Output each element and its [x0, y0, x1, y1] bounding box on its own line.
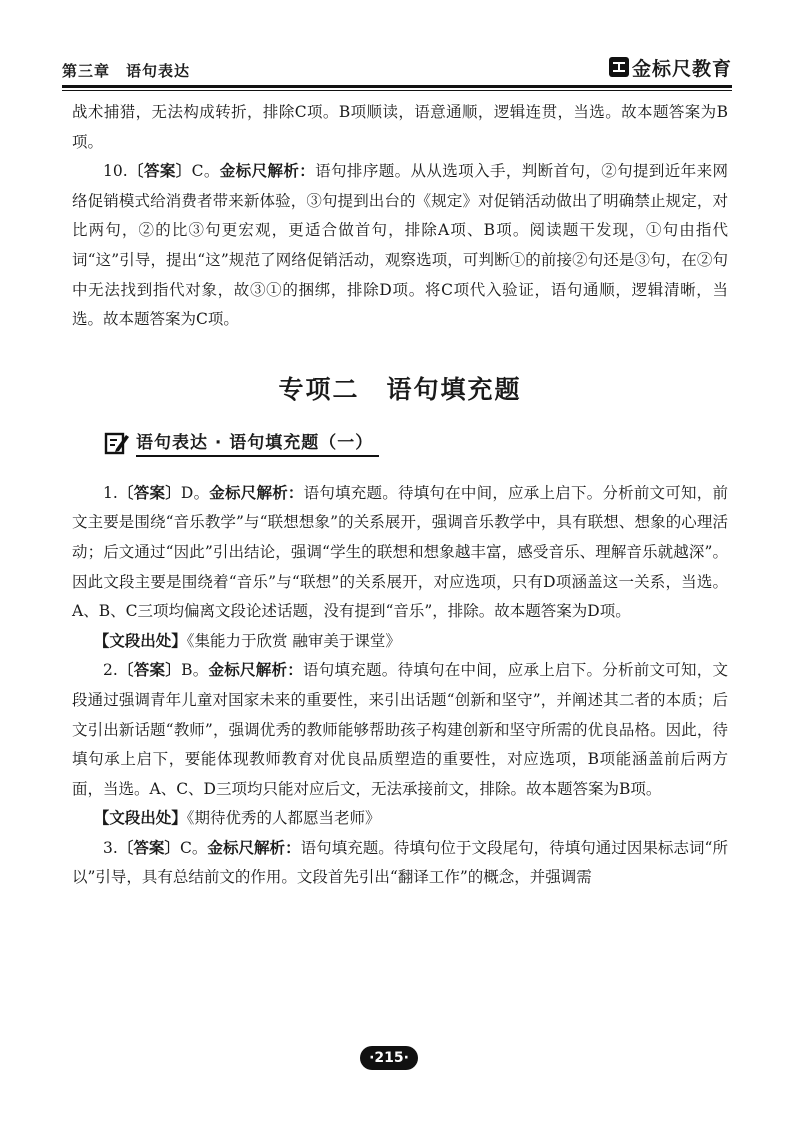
brand-logo-icon [609, 57, 629, 77]
page-header [62, 52, 732, 86]
analysis-label: 金标尺解析： [207, 838, 301, 857]
brand [609, 54, 732, 80]
page-number: ·215· [360, 1046, 418, 1070]
answer-label: 〔答案〕 [117, 838, 180, 857]
analysis-label: 金标尺解析： [208, 661, 303, 680]
header-rule [62, 85, 732, 88]
source-note-2: 【文段出处】《期待优秀的人都愿当老师》 [93, 809, 381, 828]
answer-item-3: 3.〔答案〕C。金标尺解析：语句填充题。待填句位于文段尾句，待填句通过因果标志词“所以”引导，具有总结前文的作用。文段首先引出“翻译工作”的概念，并强调需 [72, 838, 728, 887]
answer-item-2: 2.〔答案〕B。金标尺解析：语句填充题。待填句在中间，应承上启下。分析前文可知，文段通过强调青年儿童对国家未来的重要性，来引出话题“创新和坚守”，并阐述其二者的本质；后文引出新话题“教师”，强调优秀的教师能够帮助孩子构建创新和坚守所需的优良品格。因此，待填句承上启下，要能体现教师教育对优良品质塑造的重要性，对应选项，B项能涵盖前后两方面，当选。A、C、D三项均只能对应后文，无法承接前文，排除。故本题答案为B项。 [72, 661, 728, 798]
source-note-1: 【文段出处】《集能力于欣赏 融审美于课堂》 [93, 631, 401, 650]
subheading-text: 语句表达 · 语句填充题（一） [136, 428, 379, 457]
answer-label: 〔答案〕 [117, 483, 181, 502]
edit-icon [104, 430, 130, 456]
answer-item-1: 1.〔答案〕D。金标尺解析：语句填充题。待填句在中间，应承上启下。分析前文可知，前文主要是围绕“音乐教学”与“联想想象”的关系展开，强调音乐教学中，具有联想、想象的心理活动；后文通过“因此”引出结论，强调“学生的联想和想象越丰富，感受音乐、理解音乐就越深”。因此文段主要是围绕着“音乐”与“联想”的关系展开，对应选项，只有D项涵盖这一关系，当选。A、B、C三项均偏离文段论述话题，没有提到“音乐”，排除。故本题答案为D项。 [72, 483, 728, 621]
answer-label: 〔答案〕 [127, 162, 192, 181]
answer-label: 〔答案〕 [117, 661, 182, 680]
section-title: 专项二 语句填充题 [278, 374, 522, 404]
header-rule-thin [62, 90, 732, 91]
subheading [104, 425, 728, 461]
analysis-label: 金标尺解析： [219, 162, 316, 181]
answer-item-10: 10.〔答案〕C。金标尺解析：语句排序题。从从选项入手，判断首句，②句提到近年来网络促销模式给消费者带来新体验，③句提到出台的《规定》对促销活动做出了明确禁止规定，对比两句，②的比③句更宏观，更适合做首句，排除A项、B项。阅读题干发现，①句由指代词“这”引导，提出“这”规范了网络促销活动，观察选项，可判断①的前接②句还是③句，在②句中无法找到指代对象，故③①的捆绑，排除D项。将C项代入验证，语句通顺，逻辑清晰，当选。故本题答案为C项。 [72, 162, 728, 329]
page-content [72, 98, 728, 893]
paragraph-continued: 战术捕猎，无法构成转折，排除C项。B项顺读，语意通顺，逻辑连贯，当选。故本题答案为B项。 [72, 103, 728, 151]
brand-name: 金标尺教育 [631, 57, 732, 80]
analysis-label: 金标尺解析： [209, 483, 304, 502]
chapter-title: 第三章 语句表达 [62, 62, 191, 80]
